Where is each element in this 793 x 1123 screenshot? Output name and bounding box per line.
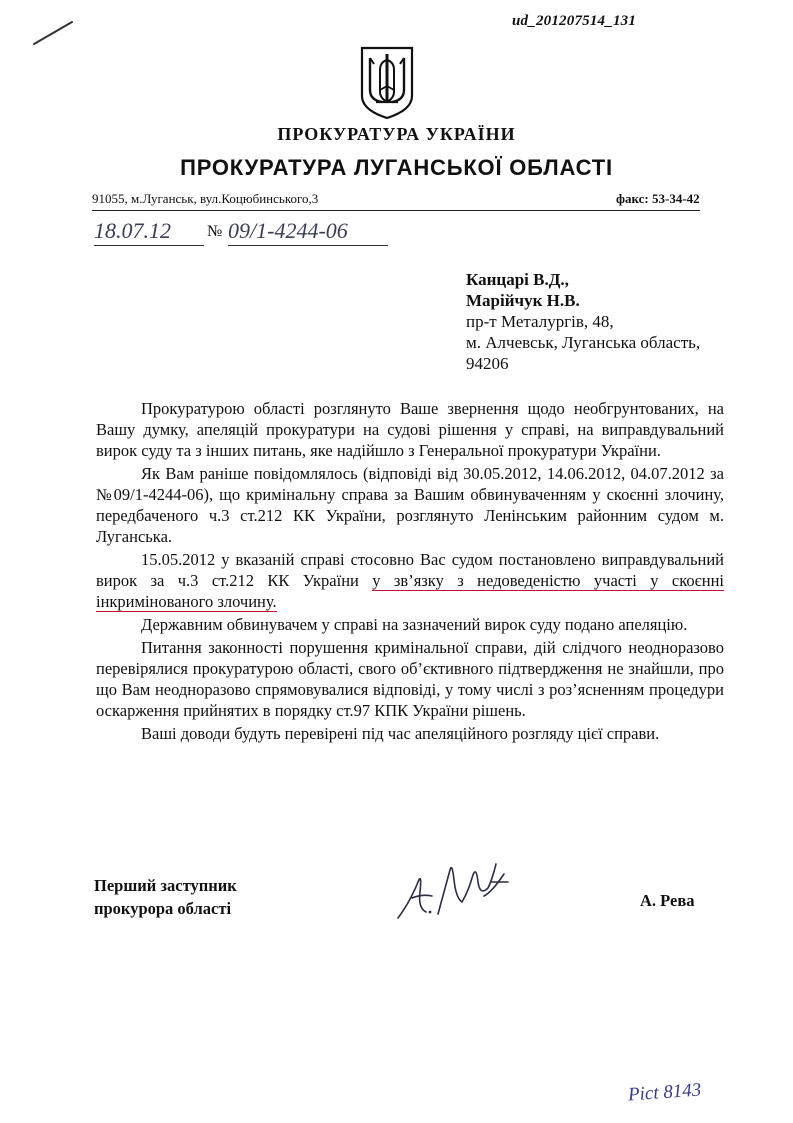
org-title-regional: ПРОКУРАТУРА ЛУГАНСЬКОЇ ОБЛАСТІ — [180, 155, 613, 180]
body-paragraph-1: Прокуратурою області розглянуто Ваше звернення щодо необгрунтованих, на Вашу думку, апеляцій прокуратури на судові рішення у справі, на виправдувальний вирок суду та з інших питань, яке надійшло з Генеральної прокуратури України. — [96, 399, 724, 460]
recipient-postcode: 94206 — [466, 354, 509, 373]
body-paragraph-5: Питання законності порушення кримінальної справи, дій слідчого неодноразово перевірялися прокуратурою області, свого об’єктивного підтвердження не знайшли, про що Вам неодноразово спрямовувалися відповіді, у тому числі з роз’ясненням процедури оскарження прийнятих в порядку ст.97 КПК України рішень. — [96, 638, 724, 720]
signer-title-line-1: Перший заступник — [94, 876, 237, 895]
org-title-national: ПРОКУРАТУРА УКРАЇНИ — [277, 124, 516, 144]
signer-title-line-2: прокурора області — [94, 899, 232, 918]
recipient-city: м. Алчевськ, Луганська область, — [466, 333, 701, 352]
body-paragraph-2: Як Вам раніше повідомлялось (відповіді від 30.05.2012, 14.06.2012, 04.07.2012 за №09/1-4244-06), що кримінальну справа за Вашим обвинуваченням у скоєнні злочину, передбаченого ч.3 ст.212 КК України, розглянуто Ленінським районним судом м. Луганська. — [96, 464, 724, 546]
header-divider — [92, 210, 700, 211]
org-fax: факс: 53-34-42 — [616, 191, 700, 206]
handwritten-signature — [392, 852, 522, 924]
recipient-name-2: Марійчук Н.В. — [466, 291, 580, 310]
signer-title — [94, 874, 237, 920]
pen-stroke-mark — [28, 18, 78, 48]
trident-emblem-icon — [358, 44, 416, 120]
signer-name: А. Рева — [640, 891, 695, 910]
registration-number: 09/1-4244-06 — [228, 218, 388, 246]
body-paragraph-4: Державним обвинувачем у справі на зазначений вирок суду подано апеляцію. — [141, 615, 688, 634]
recipient-street: пр-т Металургів, 48, — [466, 312, 614, 331]
document-id: ud_201207514_131 — [512, 13, 637, 29]
org-address: 91055, м.Луганськ, вул.Коцюбинського,3 — [92, 191, 319, 206]
recipient-name-1: Канцарі В.Д., — [466, 270, 569, 289]
handwritten-number: Pict 8143 — [627, 1079, 702, 1106]
registration-number-label: № — [207, 223, 223, 240]
recipient-block — [466, 269, 700, 374]
registration-date: 18.07.12 — [94, 218, 204, 246]
body-paragraph-6: Ваші доводи будуть перевірені під час апеляційного розгляду цієї справи. — [141, 724, 660, 743]
body-paragraph-3-start: 15.05.2012 у вказаній справі стосовно Вас судом постановлено виправдувальний вирок за ч.3 ст.212 КК України — [96, 550, 724, 590]
body-paragraph-3 — [96, 549, 724, 612]
highlighted-acquittal-reason: у зв’язку з недоведеністю участі у скоєнні інкримінованого злочину. — [96, 571, 724, 611]
letter-body — [96, 398, 724, 744]
